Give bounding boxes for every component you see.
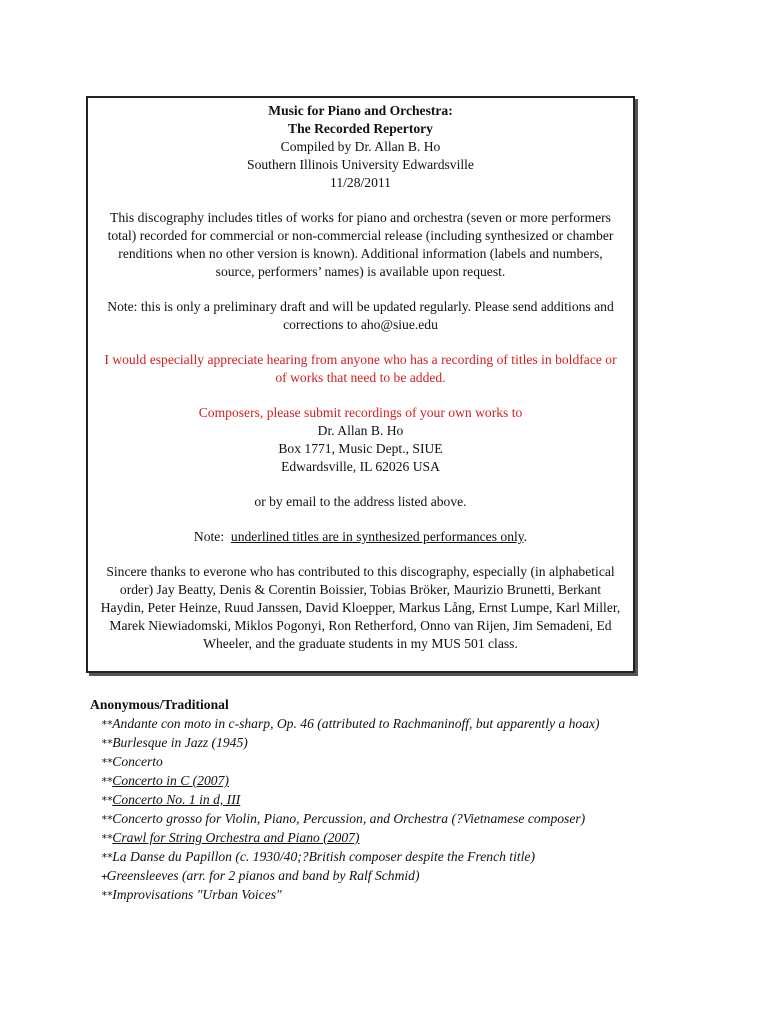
entry-mark: **: [101, 851, 113, 864]
entry-title: Improvisations "Urban Voices": [112, 887, 282, 902]
address-city: Edwardsville, IL 62026 USA: [281, 459, 440, 474]
section-heading: Anonymous/Traditional: [90, 697, 229, 712]
institution: Southern Illinois University Edwardsville: [247, 157, 474, 172]
entry-mark: **: [101, 832, 113, 845]
underline-note-text: underlined titles are in synthesized performances only: [230, 529, 524, 544]
entry-title: Andante con moto in c-sharp, Op. 46 (attributed to Rachmaninoff, but apparently a hoax): [112, 716, 600, 731]
compiled-by: Compiled by Dr. Allan B. Ho: [280, 139, 441, 154]
intro-paragraph: This discography includes titles of works for piano and orchestra (seven or more performers total) recorded for commercial or non-commercial release (including synthesized or chamber renditions when no other version is known). Additional information (labels and numbers, source, performers’ names) is available upon request.: [107, 210, 614, 279]
list-item: [90, 867, 650, 886]
appeal-note: I would especially appreciate hearing from anyone who has a recording of titles in boldface or of works that need to be added.: [104, 352, 617, 385]
address-name: Dr. Allan B. Ho: [317, 423, 404, 438]
entry-mark: **: [101, 889, 113, 902]
list-item: [90, 715, 650, 734]
list-item: [90, 810, 650, 829]
underline-note: [98, 528, 623, 546]
entry-mark: **: [101, 756, 113, 769]
underline-note-suffix: .: [523, 529, 528, 544]
entry-mark: **: [101, 775, 113, 788]
underline-note-prefix: Note:: [193, 529, 231, 544]
entry-mark: **: [101, 718, 113, 731]
entry-mark: +: [101, 870, 107, 883]
list-item: [90, 848, 650, 867]
entry-title: Burlesque in Jazz (1945): [112, 735, 248, 750]
list-item: [90, 734, 650, 753]
composers-appeal: Composers, please submit recordings of your own works to: [198, 405, 523, 420]
title-line-2: The Recorded Repertory: [288, 121, 433, 136]
address-box: Box 1771, Music Dept., SIUE: [278, 441, 443, 456]
entry-title: Crawl for String Orchestra and Piano (2007): [112, 830, 360, 845]
entry-mark: **: [101, 737, 113, 750]
discography-section: [90, 696, 650, 905]
entry-title: Greensleeves (arr. for 2 pianos and band by Ralf Schmid): [106, 868, 420, 883]
entry-title: Concerto No. 1 in d, III: [112, 792, 241, 807]
entry-title: La Danse du Papillon (c. 1930/40;?British composer despite the French title): [112, 849, 535, 864]
entry-title: Concerto: [112, 754, 163, 769]
list-item: [90, 829, 650, 848]
list-item: [90, 886, 650, 905]
header-box: [86, 96, 635, 673]
title-line-1: Music for Piano and Orchestra:: [268, 103, 453, 118]
entry-mark: **: [101, 794, 113, 807]
list-item: [90, 753, 650, 772]
entry-title: Concerto grosso for Violin, Piano, Percussion, and Orchestra (?Vietnamese composer): [112, 811, 586, 826]
thanks-paragraph: Sincere thanks to everone who has contributed to this discography, especially (in alphabetical order) Jay Beatty, Denis & Corentin Boissier, Tobias Bröker, Maurizio Brunetti, Berkant Haydin, Peter Heinze, Ruud Janssen, David Kloepper, Markus Lång, Ernst Lumpe, Karl Miller, Marek Niewiadomski, Miklos Pogonyi, Ron Retherford, Onno van Rijen, Jim Semadeni, Ed Wheeler, and the graduate students in my MUS 501 class.: [100, 564, 621, 651]
email-alternative: or by email to the address listed above.: [254, 494, 467, 509]
draft-note: Note: this is only a preliminary draft and will be updated regularly. Please send additions and corrections to aho@siue.edu: [107, 299, 614, 332]
entry-mark: **: [101, 813, 113, 826]
entry-title: Concerto in C (2007): [112, 773, 229, 788]
list-item: [90, 772, 650, 791]
date: 11/28/2011: [330, 175, 391, 190]
list-item: [90, 791, 650, 810]
